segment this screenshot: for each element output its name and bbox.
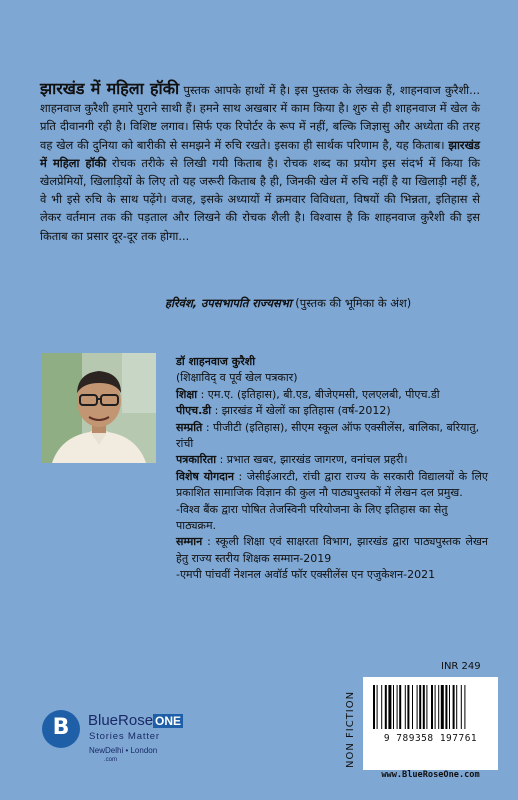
- phd-label: पीएच.डी: [176, 404, 212, 418]
- blurb-paragraph-1: पुस्तक आपके हाथों में है। इस पुस्तक के लेखक हैं, शाहनवाज कुरैशी... शाहनवाज कुरैशी हमारे पुराने साथी हैं। हमने साथ अखबार में काम किया है। शुरु से ही शाहनवाज में खेल के प्रति दीवानगी रही है। विशिष्ट लगाव। सिर्फ एक रिपोर्टर के रूप में नहीं, बल्कि जिज्ञासु और अध्येता की तरह वह खेल की दुनिया को बारीकी से समझने में रुचि रखते। इसका ही सार्थक परिणाम है, यह किताब।: [40, 83, 480, 152]
- attribution: [165, 296, 495, 311]
- author-name: डॉ शाहनवाज कुरैशी: [176, 355, 256, 368]
- contribution-label: विशेष योगदान: [176, 469, 234, 483]
- journalism-text: : प्रभात खबर, झारखंड जागरण, वनांचल प्रहरी।: [219, 453, 408, 467]
- publisher-logo-icon: [42, 710, 80, 748]
- current-text: : पीजीटी (इतिहास), सीएम स्कूल ऑफ एक्सीलेंस, बालिका, बरियातु, रांची: [176, 420, 480, 451]
- author-contribution-2: -विश्व बैंक द्वारा पोषित तेजस्विनी परियोजना के लिए इतिहास का सेतु पाठ्यक्रम.: [176, 502, 448, 533]
- current-label: सम्प्रति: [176, 420, 203, 434]
- contribution-text: : जेसीईआरटी, रांची द्वारा राज्य के सरकारी विद्यालयों के लिए प्रकाशित सामाजिक विज्ञान की कुल नौ पाठ्यपुस्तकों में लेखन दल प्रमुख.: [176, 469, 488, 500]
- author-education: [176, 387, 488, 403]
- journalism-label: पत्रकारिता: [176, 453, 217, 467]
- isbn-digits: 9 789358 197761: [383, 733, 478, 744]
- author-current: [176, 420, 488, 453]
- blurb-paragraph-2: रोचक तरीके से लिखी गयी किताब है। रोचक शब्द का प्रयोग इस संदर्भ में किया कि खेलप्रेमियों, खिलाड़ियों के लिए तो यह जरूरी किताब है ही, जिनकी खेल में रुचि नहीं है या खिलाड़ी नहीं हैं, वे भी इसे रुचि के साथ पढ़ेंगे। वजह, इसके अध्यायों में क्रमवार विविधता, विषयों की भिन्नता, इतिहास से लेकर वर्तमान तक की पड़ताल और लिखने की रोचक शैली है। विश्वास है कि शाहनवाज कुरैशी की इस किताब का प्रसार दूर-दूर तक होगा...: [40, 155, 480, 243]
- publisher-name: [88, 712, 183, 729]
- attribution-note: (पुस्तक की भूमिका के अंश): [295, 296, 412, 310]
- book-title-inline: झारखंड में महिला हॉकी: [40, 137, 480, 170]
- author-honors-2: -एमपी पांचवीं नेशनल अवॉर्ड फॉर एक्सीलेंस एन एजुकेशन-2021: [176, 568, 436, 582]
- author-phd: [176, 403, 488, 419]
- author-honors: [176, 534, 488, 567]
- author-role: (शिक्षाविद् व पूर्व खेल पत्रकार): [176, 371, 298, 385]
- honors-text: : स्कूली शिक्षा एवं साक्षरता विभाग, झारखंड द्वारा पाठ्यपुस्तक लेखन हेतु राज्य स्तरीय शिक्षक सम्मान-2019: [176, 535, 489, 565]
- book-title: झारखंड में महिला हॉकी: [40, 79, 180, 98]
- barcode: [363, 677, 498, 770]
- publisher-logo-letter: B: [52, 715, 70, 740]
- attribution-name: हरिवंश, उपसभापति राज्यसभा: [165, 296, 292, 310]
- publisher-name-text: BlueRose: [88, 712, 154, 729]
- category-label: NON FICTION: [345, 690, 356, 768]
- phd-text: : झारखंड में खेलों का इतिहास (वर्ष-2012): [214, 404, 391, 418]
- author-photo: [42, 353, 156, 463]
- publisher-cities: NewDelhi • London: [89, 746, 158, 755]
- publisher-name-badge: ONE: [155, 714, 182, 728]
- price-label: INR 249: [441, 661, 481, 672]
- barcode-bars: [371, 685, 490, 731]
- education-label: शिक्षा: [176, 387, 198, 401]
- publisher-extra: .com: [104, 757, 118, 763]
- back-cover-blurb: [40, 80, 480, 245]
- publisher-website: www.BlueRoseOne.com: [381, 770, 480, 780]
- author-bio: [176, 354, 488, 584]
- honors-label: सम्मान: [176, 535, 203, 549]
- author-journalism: [176, 452, 488, 468]
- author-contribution: [176, 469, 488, 502]
- publisher-tagline: Stories Matter: [89, 731, 160, 742]
- education-text: : एम.ए. (इतिहास), बी.एड, बीजेएमसी, एलएलबी, पीएच.डी: [200, 387, 440, 401]
